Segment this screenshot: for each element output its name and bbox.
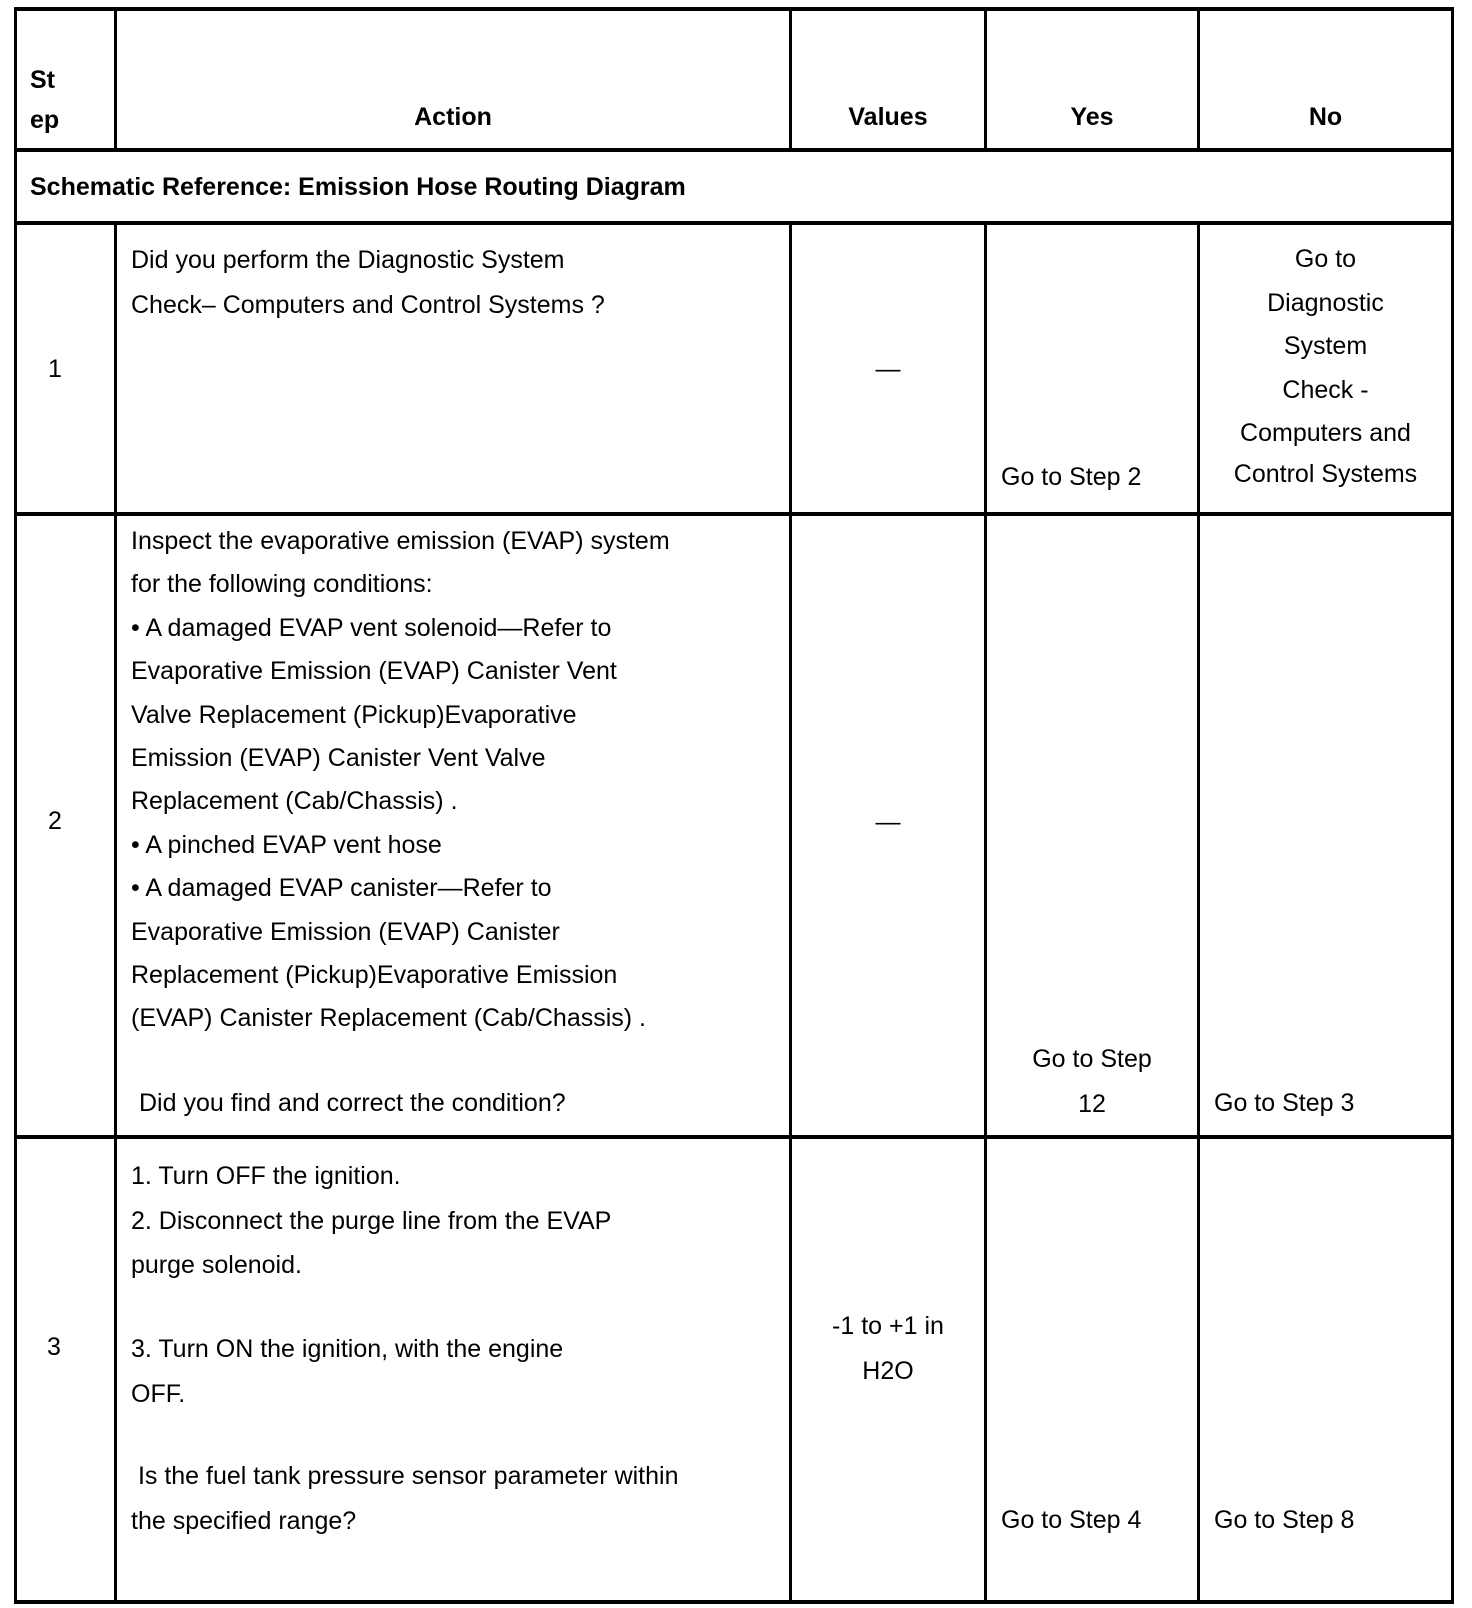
row-3-step: 3 [47,1333,61,1361]
header-yes: Yes [1070,103,1114,131]
row-3-value: -1 to +1 in H2O [832,1312,944,1385]
row-2-value: — [875,808,901,836]
row-3-action-steps-2: 3. Turn ON the ignition, with the engine OFF. [131,1335,564,1408]
row-1-rule [14,512,1454,516]
row-1-value: — [875,355,901,383]
row-2-yes: Go to Step 12 [1032,1045,1152,1118]
header-rule [14,148,1454,152]
row-2-no: Go to Step 3 [1214,1089,1355,1117]
diagnostic-table [14,7,1454,1604]
header-no: No [1308,103,1343,131]
row-1-no: Go to Diagnostic System Check - Computers and Control Systems [1233,245,1418,488]
row-3-question: Is the fuel tank pressure sensor parameter within the specified range? [131,1462,679,1535]
row-3-yes: Go to Step 4 [1001,1506,1142,1534]
schematic-rule [14,221,1454,225]
row-3-action-steps: 1. Turn OFF the ignition. 2. Disconnect the purge line from the EVAP purge solenoid. [131,1162,612,1280]
table-border-right [1451,7,1454,1604]
schematic-reference: Schematic Reference: Emission Hose Routing Diagram [30,173,686,201]
col-divider-values [984,223,987,1604]
table-border-top [14,7,1454,11]
row-2-rule [14,1135,1454,1139]
col-divider-step [114,223,117,1604]
row-1-yes: Go to Step 2 [1001,463,1142,491]
header-step: St ep [30,66,60,134]
header-action: Action [414,103,492,131]
header-values: Values [848,103,928,131]
row-2-action: Inspect the evaporative emission (EVAP) system for the following conditions: • A damaged EVAP vent solenoid—Refer to Evaporative Emission (EVAP) Canister Vent Valve Replacement (Pickup)Evaporative Emission (EVAP) Canister Vent Valve Replacement (Cab/Chassis) . • A pinched EVAP vent hose • A damaged EVAP canister—Refer to Evaporative Emission (EVAP) Canister Replacement (Pickup)Evaporative Emission (EVAP) Canister Replacement (Cab/Chassis) . [131,527,670,1033]
row-1-action: Did you perform the Diagnostic System Check– Computers and Control Systems ? [131,246,605,319]
row-2-question: Did you find and correct the condition? [139,1089,566,1117]
row-2-step: 2 [48,807,62,835]
table-border-left [14,7,17,1604]
row-1-step: 1 [48,355,62,383]
table-border-bottom [14,1600,1454,1604]
col-divider-action [789,223,792,1604]
row-3-no: Go to Step 8 [1214,1506,1355,1534]
